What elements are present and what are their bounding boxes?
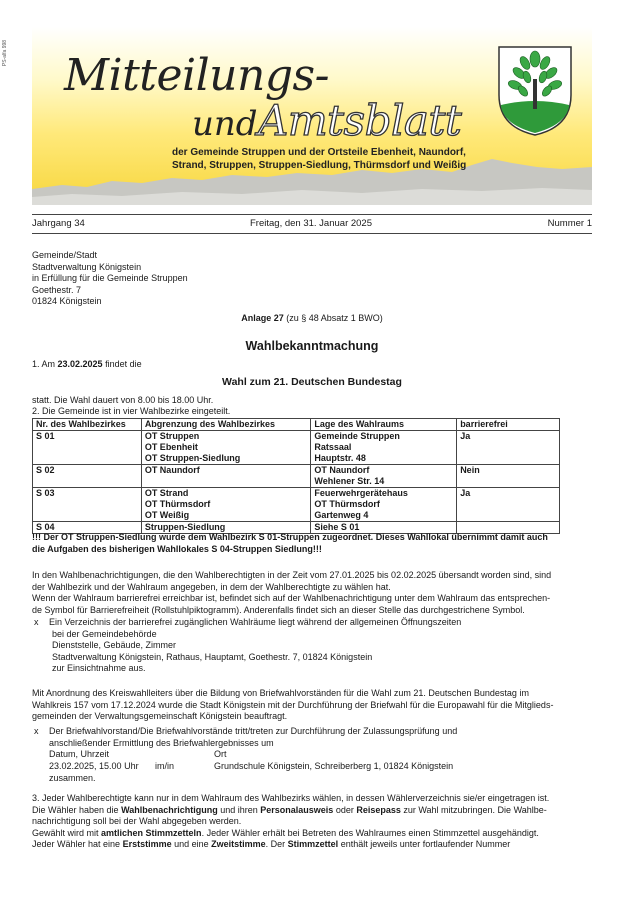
address-line: Stadtverwaltung Königstein — [32, 261, 142, 272]
page-title: Wahlbekanntmachung — [245, 339, 379, 353]
bullet-line: Der Briefwahlvorstand/Die Briefwahlvorstände tritt/treten zur Durchführung der Zulassungsprüfung und — [49, 726, 458, 736]
table-row — [33, 488, 560, 522]
location-label: Ort — [214, 749, 227, 759]
polling-district-table — [32, 418, 560, 534]
board-location: Grundschule Königstein, Schreiberberg 1, 01824 Königstein — [214, 761, 454, 771]
notice-line: die Aufgaben des bisherigen Wahllokales S 04-Struppen Siedlung!!! — [32, 543, 322, 554]
text-run: Jeder Wähler hat eine — [32, 839, 123, 850]
address-line: Gemeinde/Stadt — [32, 250, 98, 260]
districts-line: 2. Die Gemeinde ist in vier Wahlbezirke eingeteilt. — [32, 406, 231, 416]
area-item: OT Ebenheit — [144, 442, 198, 452]
text-run-bold: Wahlbenachrichtigung — [121, 804, 218, 815]
table-header-cell: Lage des Wahlraums — [311, 419, 457, 431]
paragraph-line: der Wahlbezirk und der Wahlraum angegeben, in dem der Wahlberechtigte zu wählen hat. — [32, 581, 391, 592]
area-item: OT Thürmsdorf — [144, 499, 211, 509]
location-item: Gartenweg 4 — [314, 510, 369, 520]
bullet-line: bei der Gemeindebehörde — [52, 628, 157, 639]
point1-prefix: 1. Am — [32, 359, 58, 369]
election-date: 23.02.2025 — [57, 359, 103, 369]
point1-line — [32, 359, 142, 369]
district-number: S 04 — [33, 522, 142, 534]
text-run: und eine — [171, 839, 212, 850]
anlage-paragraph: (zu § 48 Absatz 1 BWO) — [283, 313, 383, 323]
district-number: S 02 — [33, 465, 142, 488]
district-areas — [141, 431, 311, 465]
location-item: Ratssaal — [314, 442, 352, 452]
paragraph-line: gemeinden der Verwaltungsgemeinschaft Königstein beauftragt. — [32, 711, 288, 722]
area-item: OT Struppen-Siedlung — [144, 453, 241, 463]
text-run: Die Wähler haben die — [32, 804, 122, 815]
masthead-title-mitteilungs: Mitteilungs- — [64, 50, 329, 101]
paragraph-line — [32, 839, 594, 851]
notification-paragraph — [32, 570, 594, 616]
address-line: Goethestr. 7 — [32, 284, 82, 295]
paragraph-line: 3. Jeder Wahlberechtigte kann nur in dem Wahlraum des Wahlbezirks wählen, in dessen Wählerverzeichnis sie/er eingetragen ist. — [32, 793, 550, 803]
text-run-bold: Stimmzettel — [287, 839, 339, 850]
district-number: S 01 — [33, 431, 142, 465]
table-header-cell: Nr. des Wahlbezirkes — [33, 419, 142, 431]
location-item: Wehlener Str. 14 — [314, 476, 385, 486]
anlage-label: Anlage 27 — [241, 313, 284, 323]
table-row — [33, 465, 560, 488]
briefwahl-board-block — [49, 726, 594, 786]
paragraph-line: nachrichtigung soll bei der Wahl abgegeben werden. — [32, 816, 242, 827]
district-accessible: Nein — [457, 465, 560, 488]
location-item: Gemeinde Struppen — [314, 431, 400, 441]
location-item: Feuerwehrgerätehaus — [314, 488, 408, 498]
side-note-text: PS-alfa 998 — [2, 39, 9, 67]
masthead-title-amtsblatt: Amtsblatt — [258, 96, 462, 145]
text-run-bold: Zweitstimme — [211, 839, 266, 850]
header-rule-bottom — [32, 233, 592, 234]
text-run-bold: Reisepass — [356, 804, 401, 815]
text-run: enthält jeweils unter fortlaufender Nummer — [338, 839, 511, 850]
merger-notice — [32, 532, 594, 555]
location-item: Siehe S 01 — [314, 522, 360, 532]
text-run: zur Wahl mitzubringen. Die Wahlbe- — [400, 804, 547, 815]
text-run: Gewählt wird mit — [32, 827, 102, 838]
bullet-marker: x — [34, 726, 39, 736]
table-row — [33, 431, 560, 465]
district-accessible: Ja — [457, 488, 560, 522]
district-areas — [141, 488, 311, 522]
election-title: Wahl zum 21. Deutschen Bundestag — [222, 376, 402, 388]
paragraph-line: In den Wahlbenachrichtigungen, die den Wahlberechtigten in der Zeit vom 27.01.2025 bis 02.02.2025 übersandt worden sind, sind — [32, 570, 552, 580]
area-item: OT Struppen — [144, 431, 200, 441]
board-im-in: im/in — [155, 761, 175, 771]
paragraph-line — [32, 828, 594, 840]
header-rule-top — [32, 214, 592, 215]
address-line: in Erfüllung für die Gemeinde Struppen — [32, 273, 188, 284]
district-location — [311, 431, 457, 465]
text-run: . Der — [265, 839, 288, 850]
issue-info-line — [32, 218, 592, 232]
text-run-bold: Erststimme — [122, 839, 172, 850]
table-header-cell: barrierefrei — [457, 419, 560, 431]
date-time-label: Datum, Uhrzeit — [49, 749, 110, 759]
location-item: Hauptstr. 48 — [314, 453, 366, 463]
text-run: . Jeder Wähler erhält bei Betreten des Wahlraumes einen Stimmzettel ausgehändigt. — [201, 827, 539, 838]
sender-address — [32, 250, 188, 308]
location-item: OT Thürmsdorf — [314, 499, 380, 509]
briefwahl-paragraph — [32, 688, 594, 723]
table-header-cell: Abgrenzung des Wahlbezirkes — [141, 419, 311, 431]
area-item: Struppen-Siedlung — [144, 522, 226, 532]
district-areas — [141, 465, 311, 488]
address-line: 01824 Königstein — [32, 296, 102, 307]
area-item: OT Strand — [144, 488, 189, 498]
side-note — [2, 30, 24, 90]
point1-suffix: findet die — [102, 359, 142, 369]
bullet-line: Dienststelle, Gebäude, Zimmer — [52, 640, 177, 651]
text-run: und ihren — [217, 804, 261, 815]
text-run: oder — [333, 804, 357, 815]
paragraph-line — [32, 805, 594, 817]
masthead-subtitle: der Gemeinde Struppen und der Ortsteile Ebenheit, Naundorf, Strand, Struppen, Struppen-Siedlung, Thürmsdorf und Weißig — [172, 147, 467, 171]
paragraph-line: Wenn der Wahlraum barrierefrei erreichbar ist, befindet sich auf der Wahlbenachrichtigung unter dem Wahlraum das entsprechen- — [32, 593, 551, 604]
paragraph-line: de Symbol für Barrierefreiheit (Rollstuhlpiktogramm). Anderenfalls findet sich an dieser Stelle das durchgestrichene Symbol. — [32, 604, 525, 615]
paragraph-line: Mit Anordnung des Kreiswahlleiters über die Bildung von Briefwahlvorständen für die Wahl zum 21. Deutschen Bundestag im — [32, 688, 529, 698]
area-item: OT Naundorf — [144, 465, 200, 475]
bullet-line: zur Einsichtnahme aus. — [52, 663, 146, 674]
bullet-line: zusammen. — [49, 773, 96, 783]
duration-line: statt. Die Wahl dauert von 8.00 bis 18.00 Uhr. — [32, 395, 214, 405]
district-location — [311, 465, 457, 488]
area-item: OT Weißig — [144, 510, 190, 520]
table-header-row — [33, 419, 560, 431]
district-number: S 03 — [33, 488, 142, 522]
board-date-time: 23.02.2025, 15.00 Uhr — [49, 761, 139, 771]
text-run-bold: Personalausweis — [260, 804, 334, 815]
issue-date: Freitag, den 31. Januar 2025 — [250, 218, 373, 229]
bullet-line: Ein Verzeichnis der barrierefrei zugänglichen Wahlräume liegt während der allgemeinen Öffnungszeiten — [49, 617, 462, 627]
notice-line: !!! Der OT Struppen-Siedlung wurde dem Wahlbezirk S 01-Struppen zugeordnet. Dieses Wahllokal übernimmt damit auch — [32, 532, 548, 542]
anlage-reference — [32, 313, 592, 323]
location-item: OT Naundorf — [314, 465, 370, 475]
paragraph-line: Wahlkreis 157 vom 17.12.2024 wurde die Stadt Königstein mit der Durchführung der Briefwahl für die Europawahl für die Mitglieds- — [32, 699, 554, 710]
text-run-bold: amtlichen Stimmzetteln — [101, 827, 202, 838]
accessible-rooms-list — [49, 617, 461, 675]
issue-number: Nummer 1 — [547, 218, 592, 229]
bullet-line: Stadtverwaltung Königstein, Rathaus, Hauptamt, Goethestr. 7, 01824 Königstein — [52, 651, 373, 662]
point3-paragraph — [32, 793, 594, 851]
bullet-marker: x — [34, 617, 39, 627]
district-accessible: Ja — [457, 431, 560, 465]
masthead-title-und: und — [192, 104, 258, 144]
issue-volume: Jahrgang 34 — [32, 218, 85, 229]
bullet-line: anschließender Ermittlung des Briefwahlergebnisses um — [49, 737, 274, 748]
district-location — [311, 488, 457, 522]
coat-of-arms-crest — [497, 45, 573, 137]
